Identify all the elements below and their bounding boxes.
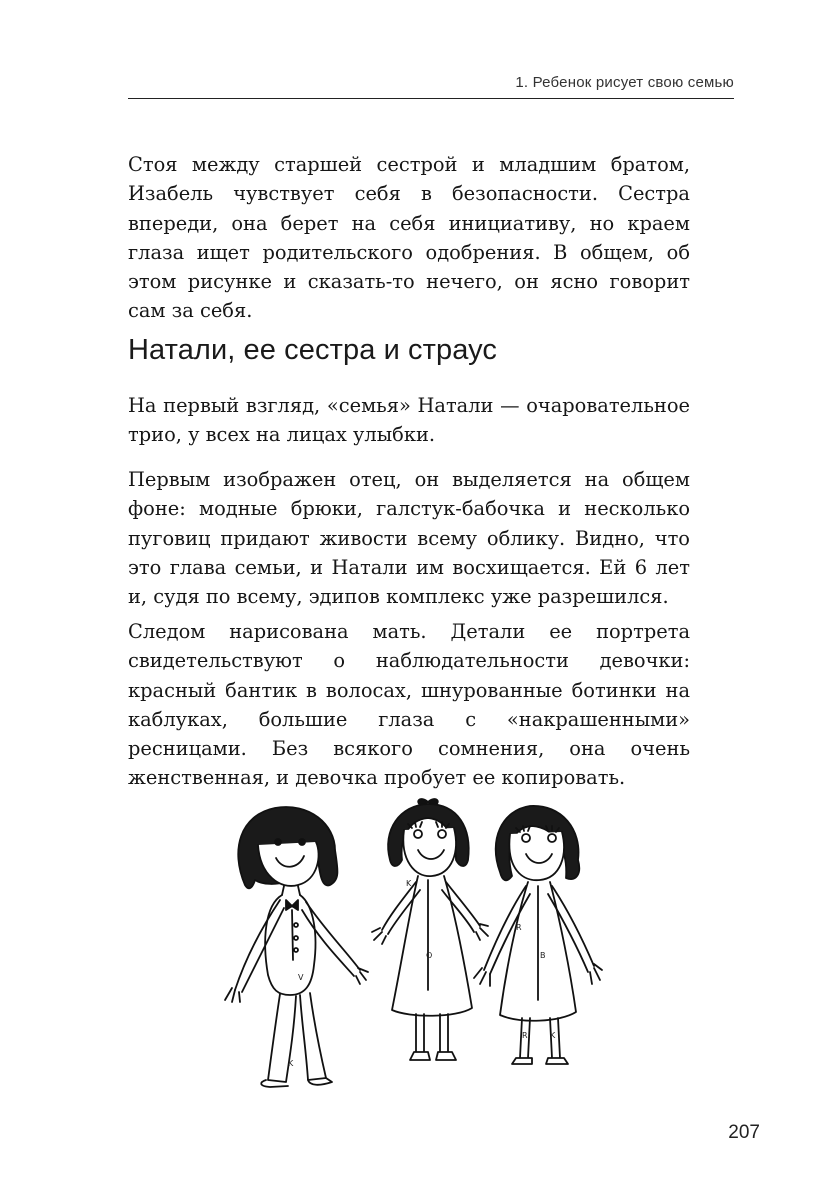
child-drawing-family bbox=[210, 790, 630, 1090]
letter-mark: R bbox=[522, 1031, 528, 1040]
paragraph-father: Первым изображен отец, он выделяется на общем фоне: модные брюки, галстук-бабочка и несколько пуговиц придают живости всему облику. Видно, что это глава семьи, и Натали им восхищается. Ей 6 лет и, судя по всему, эдипов комплекс уже разрешился. bbox=[128, 468, 690, 609]
letter-mark: V bbox=[298, 973, 304, 982]
page-number: 207 bbox=[728, 1122, 760, 1143]
father-figure bbox=[225, 807, 368, 1087]
letter-mark: K bbox=[550, 1031, 556, 1040]
letter-mark: R bbox=[516, 923, 522, 932]
letter-mark: K bbox=[288, 1059, 294, 1068]
sister-figure bbox=[474, 806, 602, 1064]
letter-mark: K bbox=[406, 879, 412, 888]
mother-figure bbox=[372, 799, 488, 1060]
paragraph-isabel: Стоя между старшей сестрой и младшим братом, Изабель чувствует себя в безопасности. Сестра впереди, она берет на себя инициативу, но краем глаза ищет родительского одобрения. В общем, об этом рисунке и сказать-то нечего, он ясно говорит сам за себя. bbox=[128, 153, 690, 323]
paragraph-mother: Следом нарисована мать. Детали ее портрета свидетельствуют о наблюдательности девочки: красный бантик в волосах, шнурованные ботинки на каблуках, большие глаза с «накрашенными» ресницами. Без всякого сомнения, она очень женственная, и девочка пробует ее копировать. bbox=[128, 620, 690, 790]
header-rule bbox=[128, 98, 734, 99]
letter-mark: B bbox=[540, 951, 546, 960]
running-header: 1. Ребенок рисует свою семью bbox=[515, 74, 734, 91]
section-heading: Натали, ее сестра и страус bbox=[128, 334, 498, 366]
paragraph-first-glance: На первый взгляд, «семья» Натали — очаровательное трио, у всех на лицах улыбки. bbox=[128, 394, 690, 447]
letter-mark: O bbox=[426, 951, 433, 960]
